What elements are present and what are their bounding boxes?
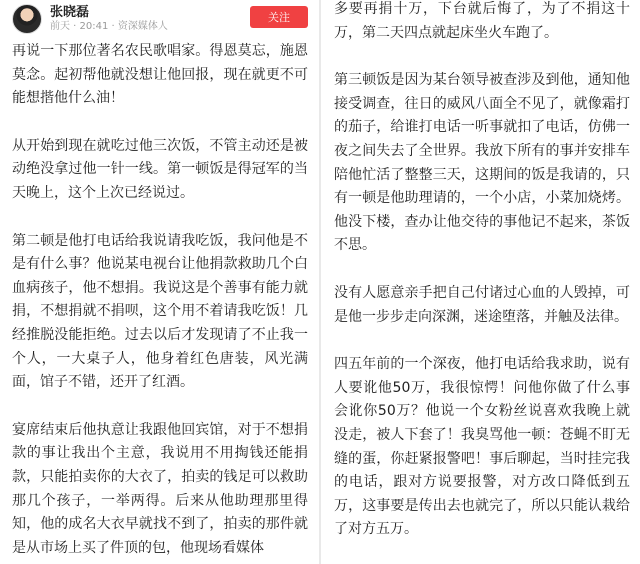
left-column	[0, 0, 318, 564]
author-meta	[50, 5, 168, 34]
paragraph: 再说一下那位著名农民歌唱家。得恩莫忘，施恩莫念。起初帮他就没想让他回报，现在就更不可能想揩他什么油！	[12, 43, 308, 107]
right-column	[322, 0, 640, 564]
paragraph: 四五年前的一个深夜，他打电话给我求助，说有人要讹他50万，我很惊愕！问他你做了什么事会讹你50万？他说一个女粉丝说喜欢我晚上就没走，被人下套了！我臭骂他一顿：苍蝇不盯无缝的蛋，你赶紧报警吧！事后聊起，当时挂完我的电话，跟对方说要报警，对方改口降低到五万，这事要是传出去也就完了，所以只能认栽给了对方五万。	[334, 356, 630, 538]
paragraph: 没有人愿意亲手把自己付诸过心血的人毁掉，可是他一步步走向深渊，迷途堕落，并触及法律。	[334, 284, 630, 325]
author-name[interactable]: 张晓磊	[50, 4, 90, 20]
avatar[interactable]	[12, 4, 42, 34]
follow-button[interactable]: 关注	[250, 6, 308, 28]
author-header	[12, 0, 308, 38]
paragraph: 多要再捐十万，下台就后悔了，为了不捐这十万，第二天四点就起床坐火车跑了。	[334, 1, 630, 41]
publish-info: 前天 · 20:41 · 资深媒体人	[50, 20, 168, 32]
paragraph: 从开始到现在就吃过他三次饭，不管主动还是被动绝没拿过他一针一线。第一顿饭是得冠军的当天晚上，这个上次已经说过。	[12, 137, 308, 201]
paragraph: 第二顿是他打电话给我说请我吃饭，我问他是不是有什么事？他说某电视台让他捐款救助几个白血病孩子，他不想捐。我说这是个善事有能力就捐，不想捐就不捐呗，这个用不着请我吃饭！几经推脱没能拒绝。过去以后才发现请了不止我一个人，一大桌子人，他身着红色唐装，风光满面，馆子不错，还开了红酒。	[12, 232, 308, 391]
paragraph: 宴席结束后他执意让我跟他回宾馆，对于不想捐款的事让我出个主意，我说用不用掏钱还能捐款，只能拍卖你的大衣了，拍卖的钱足可以救助那几个孩子，一举两得。后来从他助理那里得知，他的成名大衣早就找不到了，拍卖的那件就是从市场上买了件顶的包，他现场看媒体	[12, 421, 308, 556]
paragraph: 第三顿饭是因为某台领导被查涉及到他，通知他接受调查，往日的威风八面全不见了，就像霜打的茄子，给谁打电话一听事就扣了电话，仿佛一夜之间失去了全世界。我放下所有的事并安排车陪他忙活了整整三天，这期间的饭是我请的，只有一顿是他助理请的，一个小店，小菜加烧烤。他没下楼，查办让他交待的事他记不起来，茶饭不思。	[334, 72, 630, 254]
column-divider	[319, 0, 321, 564]
